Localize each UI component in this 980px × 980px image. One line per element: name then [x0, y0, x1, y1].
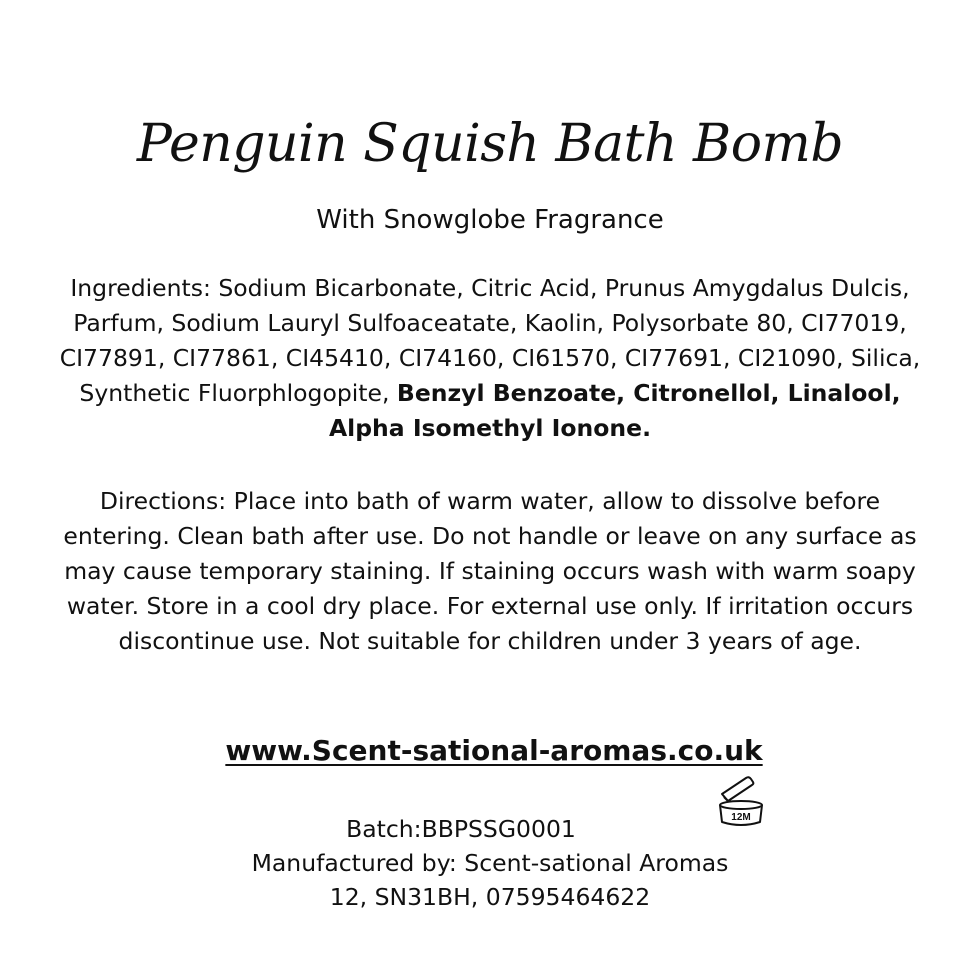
product-title: Penguin Squish Bath Bomb [136, 114, 844, 174]
pao-label: 12M [731, 812, 751, 823]
ingredients-list [50, 271, 930, 446]
manufacturer-address: 12, SN31BH, 07595464622 [329, 883, 651, 911]
period-after-opening-jar-icon [712, 770, 784, 832]
directions-text: Directions: Place into bath of warm water, allow to dissolve before entering. Clean bath after use. Do not handle or leave on any surface as may cause temporary staining. If staining occurs wash with warm soapy water. Store in a cool dry place. For external use only. If irritation occurs discontinue use. Not suitable for children under 3 years of age. [63, 487, 917, 655]
batch-number: Batch:BBPSSG0001 [346, 815, 576, 843]
website-link[interactable]: www.Scent-sational-aromas.co.uk [225, 734, 763, 767]
pao-jar-graphic [712, 770, 784, 832]
allergens-text: Benzyl Benzoate, Citronellol, Linalool, Alpha Isomethyl Ionone. [328, 379, 901, 442]
ingredients-text: Ingredients: Sodium Bicarbonate, Citric Acid, Prunus Amygdalus Dulcis, Parfum, Sodium Lauryl Sulfoaceatate, Kaolin, Polysorbate 80, CI77019, CI77891, CI77861, CI45410, CI74160, CI61570, CI77691, CI21090, Silica, Synthetic Fluorphlogopite, [59, 274, 921, 407]
product-subtitle: With Snowglobe Fragrance [316, 205, 664, 235]
manufacturer-name: Manufactured by: Scent-sational Aromas [251, 849, 729, 877]
